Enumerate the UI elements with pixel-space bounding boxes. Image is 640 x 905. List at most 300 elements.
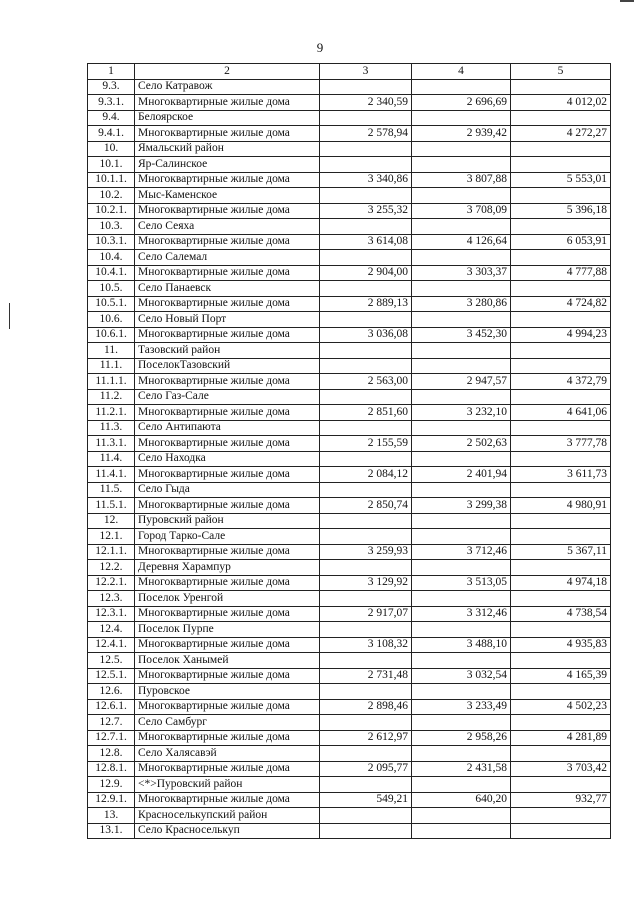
row-code: 10.1.1.: [88, 172, 135, 188]
row-name: Ямальский район: [135, 141, 320, 157]
row-value-col4: 3 233,49: [412, 699, 511, 715]
column-header-1: 1: [88, 64, 135, 80]
table-row: [88, 684, 611, 700]
row-value-col5: 5 367,11: [511, 544, 611, 560]
row-value-col3: 3 036,08: [320, 327, 412, 343]
row-value-col4: [412, 219, 511, 235]
row-value-col3: [320, 312, 412, 328]
row-value-col5: 4 372,79: [511, 374, 611, 390]
row-value-col5: [511, 79, 611, 95]
table-row: [88, 761, 611, 777]
row-value-col5: 5 396,18: [511, 203, 611, 219]
row-value-col3: 2 340,59: [320, 95, 412, 111]
row-code: 9.4.: [88, 110, 135, 126]
row-code: 11.3.1.: [88, 436, 135, 452]
row-name: Многоквартирные жилые дома: [135, 172, 320, 188]
row-code: 12.2.: [88, 560, 135, 576]
table-row: [88, 436, 611, 452]
row-value-col3: 2 578,94: [320, 126, 412, 142]
table-row: [88, 95, 611, 111]
row-value-col4: [412, 777, 511, 793]
row-value-col5: [511, 715, 611, 731]
row-code: 11.4.: [88, 451, 135, 467]
table-row: [88, 513, 611, 529]
row-value-col5: 4 974,18: [511, 575, 611, 591]
row-code: 12.4.1.: [88, 637, 135, 653]
table-row: [88, 250, 611, 266]
row-value-col3: [320, 110, 412, 126]
row-code: 11.1.: [88, 358, 135, 374]
row-value-col5: 4 012,02: [511, 95, 611, 111]
row-value-col3: [320, 482, 412, 498]
row-value-col4: [412, 389, 511, 405]
row-value-col3: [320, 684, 412, 700]
row-value-col3: [320, 777, 412, 793]
row-name: <*>Пуровский район: [135, 777, 320, 793]
row-value-col3: [320, 746, 412, 762]
row-value-col3: 3 340,86: [320, 172, 412, 188]
row-value-col4: 3 032,54: [412, 668, 511, 684]
row-value-col5: 4 724,82: [511, 296, 611, 312]
row-value-col5: [511, 823, 611, 839]
row-code: 12.3.1.: [88, 606, 135, 622]
table-row: [88, 730, 611, 746]
row-value-col4: 3 712,46: [412, 544, 511, 560]
table-row: [88, 172, 611, 188]
row-name: Село Халясавэй: [135, 746, 320, 762]
row-value-col5: [511, 684, 611, 700]
row-code: 12.6.1.: [88, 699, 135, 715]
table-row: [88, 219, 611, 235]
row-name: Многоквартирные жилые дома: [135, 95, 320, 111]
row-value-col5: [511, 622, 611, 638]
row-value-col3: [320, 513, 412, 529]
row-code: 11.2.: [88, 389, 135, 405]
scan-edge-mark-top: [620, 0, 634, 2]
row-value-col4: 2 431,58: [412, 761, 511, 777]
row-value-col4: [412, 622, 511, 638]
row-value-col4: [412, 343, 511, 359]
row-value-col5: [511, 389, 611, 405]
row-value-col5: [511, 529, 611, 545]
table-row: [88, 746, 611, 762]
row-value-col3: [320, 358, 412, 374]
row-name: Красноселькупский район: [135, 808, 320, 824]
row-code: 13.: [88, 808, 135, 824]
row-name: Село Катравож: [135, 79, 320, 95]
row-value-col5: 3 611,73: [511, 467, 611, 483]
row-name: Село Красноселькуп: [135, 823, 320, 839]
column-header-2: 2: [135, 64, 320, 80]
row-value-col4: 3 303,37: [412, 265, 511, 281]
row-value-col4: 3 280,86: [412, 296, 511, 312]
row-code: 10.2.1.: [88, 203, 135, 219]
row-value-col5: [511, 746, 611, 762]
row-name: Поселок Уренгой: [135, 591, 320, 607]
row-code: 10.3.1.: [88, 234, 135, 250]
table-row: [88, 110, 611, 126]
row-code: 12.: [88, 513, 135, 529]
row-value-col5: 4 935,83: [511, 637, 611, 653]
row-code: 11.1.1.: [88, 374, 135, 390]
row-value-col5: 4 641,06: [511, 405, 611, 421]
row-value-col3: [320, 188, 412, 204]
table-row: [88, 405, 611, 421]
row-value-col3: 549,21: [320, 792, 412, 808]
row-value-col3: [320, 219, 412, 235]
row-value-col4: [412, 715, 511, 731]
scan-edge-mark-left: [9, 303, 10, 329]
row-code: 10.6.1.: [88, 327, 135, 343]
row-value-col5: 3 703,42: [511, 761, 611, 777]
row-code: 10.: [88, 141, 135, 157]
table-row: [88, 715, 611, 731]
table-row: [88, 498, 611, 514]
row-value-col3: [320, 560, 412, 576]
row-name: Многоквартирные жилые дома: [135, 203, 320, 219]
row-code: 12.3.: [88, 591, 135, 607]
row-value-col4: [412, 250, 511, 266]
table-row: [88, 343, 611, 359]
row-value-col4: [412, 141, 511, 157]
page-number: 9: [316, 40, 324, 55]
row-value-col3: 3 129,92: [320, 575, 412, 591]
row-code: 9.3.1.: [88, 95, 135, 111]
row-value-col5: [511, 560, 611, 576]
row-value-col5: 4 281,89: [511, 730, 611, 746]
table-row: [88, 637, 611, 653]
row-code: 12.8.1.: [88, 761, 135, 777]
row-value-col5: [511, 482, 611, 498]
row-name: Многоквартирные жилые дома: [135, 544, 320, 560]
row-value-col5: [511, 250, 611, 266]
row-name: Многоквартирные жилые дома: [135, 405, 320, 421]
row-value-col5: 4 502,23: [511, 699, 611, 715]
table-row: [88, 653, 611, 669]
table-row: [88, 281, 611, 297]
row-code: 12.7.1.: [88, 730, 135, 746]
row-value-col4: [412, 281, 511, 297]
row-value-col3: [320, 420, 412, 436]
row-code: 10.2.: [88, 188, 135, 204]
row-value-col5: 5 553,01: [511, 172, 611, 188]
column-header-5: 5: [511, 64, 611, 80]
row-value-col3: 2 904,00: [320, 265, 412, 281]
row-name: Многоквартирные жилые дома: [135, 637, 320, 653]
row-value-col3: [320, 157, 412, 173]
row-name: Село Салемал: [135, 250, 320, 266]
row-value-col4: [412, 513, 511, 529]
row-value-col5: 4 980,91: [511, 498, 611, 514]
row-value-col4: 2 947,57: [412, 374, 511, 390]
row-value-col5: [511, 157, 611, 173]
table-row: [88, 622, 611, 638]
row-value-col3: [320, 343, 412, 359]
row-name: Пуровский район: [135, 513, 320, 529]
row-name: Село Антипаюта: [135, 420, 320, 436]
row-value-col4: 2 401,94: [412, 467, 511, 483]
row-code: 10.4.: [88, 250, 135, 266]
row-name: Мыс-Каменское: [135, 188, 320, 204]
row-code: 12.1.1.: [88, 544, 135, 560]
row-code: 12.7.: [88, 715, 135, 731]
row-name: Многоквартирные жилые дома: [135, 234, 320, 250]
row-code: 11.: [88, 343, 135, 359]
row-value-col4: [412, 823, 511, 839]
table-row: [88, 482, 611, 498]
row-code: 12.2.1.: [88, 575, 135, 591]
row-value-col5: 4 738,54: [511, 606, 611, 622]
row-code: 10.1.: [88, 157, 135, 173]
row-code: 12.8.: [88, 746, 135, 762]
row-value-col5: [511, 219, 611, 235]
row-value-col4: [412, 312, 511, 328]
table-row: [88, 374, 611, 390]
row-code: 11.5.1.: [88, 498, 135, 514]
table-row: [88, 79, 611, 95]
row-value-col5: [511, 110, 611, 126]
row-value-col3: 3 259,93: [320, 544, 412, 560]
row-name: Многоквартирные жилые дома: [135, 296, 320, 312]
table-row: [88, 389, 611, 405]
table-row: [88, 606, 611, 622]
row-value-col4: [412, 653, 511, 669]
row-code: 11.5.: [88, 482, 135, 498]
row-value-col4: [412, 420, 511, 436]
row-name: Село Находка: [135, 451, 320, 467]
row-value-col5: [511, 188, 611, 204]
row-value-col3: 2 095,77: [320, 761, 412, 777]
row-value-col5: [511, 343, 611, 359]
row-name: Многоквартирные жилые дома: [135, 792, 320, 808]
table-row: [88, 234, 611, 250]
row-value-col4: [412, 157, 511, 173]
row-value-col5: [511, 777, 611, 793]
row-value-col5: [511, 653, 611, 669]
row-value-col4: [412, 451, 511, 467]
table-row: [88, 560, 611, 576]
row-value-col5: 3 777,78: [511, 436, 611, 452]
row-value-col4: 2 696,69: [412, 95, 511, 111]
row-name: Многоквартирные жилые дома: [135, 374, 320, 390]
table-row: [88, 451, 611, 467]
row-code: 11.3.: [88, 420, 135, 436]
table-row: [88, 265, 611, 281]
row-value-col3: 2 155,59: [320, 436, 412, 452]
row-name: Село Новый Порт: [135, 312, 320, 328]
row-value-col5: 932,77: [511, 792, 611, 808]
table-row: [88, 529, 611, 545]
row-code: 10.6.: [88, 312, 135, 328]
row-value-col5: [511, 141, 611, 157]
row-name: Многоквартирные жилые дома: [135, 498, 320, 514]
table-row: [88, 188, 611, 204]
table-row: [88, 358, 611, 374]
row-name: Деревня Харампур: [135, 560, 320, 576]
row-code: 12.1.: [88, 529, 135, 545]
row-value-col4: 4 126,64: [412, 234, 511, 250]
row-value-col5: 4 777,88: [511, 265, 611, 281]
row-value-col3: 2 889,13: [320, 296, 412, 312]
row-name: Село Газ-Сале: [135, 389, 320, 405]
row-code: 9.3.: [88, 79, 135, 95]
row-value-col4: [412, 79, 511, 95]
row-value-col3: [320, 451, 412, 467]
row-value-col5: [511, 281, 611, 297]
row-name: Село Самбург: [135, 715, 320, 731]
table-row: [88, 203, 611, 219]
table-row: [88, 312, 611, 328]
row-value-col3: 2 731,48: [320, 668, 412, 684]
row-value-col4: [412, 560, 511, 576]
column-header-4: 4: [412, 64, 511, 80]
row-value-col3: 2 612,97: [320, 730, 412, 746]
row-value-col3: 2 563,00: [320, 374, 412, 390]
row-value-col3: [320, 823, 412, 839]
row-code: 13.1.: [88, 823, 135, 839]
row-value-col3: [320, 808, 412, 824]
row-name: Пуровское: [135, 684, 320, 700]
row-name: Многоквартирные жилые дома: [135, 467, 320, 483]
row-value-col4: 640,20: [412, 792, 511, 808]
row-code: 12.5.: [88, 653, 135, 669]
row-name: Белоярское: [135, 110, 320, 126]
table-row: [88, 141, 611, 157]
row-value-col4: [412, 110, 511, 126]
row-code: 10.4.1.: [88, 265, 135, 281]
table-row: [88, 668, 611, 684]
row-code: 12.9.1.: [88, 792, 135, 808]
row-name: Тазовский район: [135, 343, 320, 359]
row-code: 12.6.: [88, 684, 135, 700]
row-value-col5: [511, 358, 611, 374]
row-name: Поселок Пурпе: [135, 622, 320, 638]
row-name: ПоселокТазовский: [135, 358, 320, 374]
row-value-col4: 3 513,05: [412, 575, 511, 591]
row-value-col4: [412, 808, 511, 824]
row-value-col5: [511, 591, 611, 607]
row-value-col5: 6 053,91: [511, 234, 611, 250]
table-row: [88, 777, 611, 793]
row-code: 10.5.1.: [88, 296, 135, 312]
row-value-col4: 3 452,30: [412, 327, 511, 343]
row-code: 10.5.: [88, 281, 135, 297]
table-row: [88, 467, 611, 483]
row-code: 12.4.: [88, 622, 135, 638]
row-value-col3: 2 898,46: [320, 699, 412, 715]
row-name: Многоквартирные жилые дома: [135, 327, 320, 343]
row-name: Поселок Ханымей: [135, 653, 320, 669]
row-value-col5: 4 994,23: [511, 327, 611, 343]
row-value-col3: 3 108,32: [320, 637, 412, 653]
row-value-col5: [511, 513, 611, 529]
table-body: [88, 79, 611, 839]
row-value-col4: [412, 188, 511, 204]
row-value-col5: [511, 312, 611, 328]
row-value-col4: [412, 358, 511, 374]
row-name: Многоквартирные жилые дома: [135, 668, 320, 684]
row-value-col5: 4 165,39: [511, 668, 611, 684]
table-row: [88, 157, 611, 173]
row-name: Город Тарко-Сале: [135, 529, 320, 545]
row-name: Яр-Салинское: [135, 157, 320, 173]
row-value-col4: 3 708,09: [412, 203, 511, 219]
row-value-col4: 2 958,26: [412, 730, 511, 746]
tariff-table: [87, 63, 611, 839]
row-code: 10.3.: [88, 219, 135, 235]
row-value-col4: [412, 591, 511, 607]
table-row: [88, 808, 611, 824]
row-value-col3: [320, 281, 412, 297]
row-value-col5: [511, 451, 611, 467]
table-row: [88, 420, 611, 436]
row-value-col3: [320, 591, 412, 607]
row-code: 12.5.1.: [88, 668, 135, 684]
row-name: Многоквартирные жилые дома: [135, 761, 320, 777]
row-value-col3: [320, 141, 412, 157]
row-value-col5: 4 272,27: [511, 126, 611, 142]
table-row: [88, 823, 611, 839]
row-value-col3: 2 850,74: [320, 498, 412, 514]
row-value-col3: [320, 529, 412, 545]
row-name: Село Сеяха: [135, 219, 320, 235]
row-name: Многоквартирные жилые дома: [135, 730, 320, 746]
row-value-col4: [412, 684, 511, 700]
row-value-col3: [320, 653, 412, 669]
row-value-col4: 3 312,46: [412, 606, 511, 622]
table-header-row: [88, 64, 611, 80]
row-name: Многоквартирные жилые дома: [135, 575, 320, 591]
table-row: [88, 126, 611, 142]
row-value-col3: 2 084,12: [320, 467, 412, 483]
row-value-col5: [511, 420, 611, 436]
row-value-col4: 2 502,63: [412, 436, 511, 452]
row-value-col4: 2 939,42: [412, 126, 511, 142]
row-name: Село Гыда: [135, 482, 320, 498]
row-value-col3: [320, 389, 412, 405]
row-value-col4: 3 299,38: [412, 498, 511, 514]
row-code: 11.4.1.: [88, 467, 135, 483]
row-name: Многоквартирные жилые дома: [135, 606, 320, 622]
row-value-col3: [320, 250, 412, 266]
row-value-col3: [320, 715, 412, 731]
row-value-col4: [412, 746, 511, 762]
row-value-col3: 2 851,60: [320, 405, 412, 421]
row-value-col3: [320, 622, 412, 638]
table-row: [88, 591, 611, 607]
row-value-col4: [412, 482, 511, 498]
table-row: [88, 792, 611, 808]
row-value-col4: 3 807,88: [412, 172, 511, 188]
table-row: [88, 699, 611, 715]
table-row: [88, 296, 611, 312]
row-value-col3: 2 917,07: [320, 606, 412, 622]
row-value-col3: [320, 79, 412, 95]
table-row: [88, 544, 611, 560]
row-value-col3: 3 614,08: [320, 234, 412, 250]
row-value-col4: 3 488,10: [412, 637, 511, 653]
row-value-col5: [511, 808, 611, 824]
row-name: Многоквартирные жилые дома: [135, 126, 320, 142]
row-code: 9.4.1.: [88, 126, 135, 142]
table-row: [88, 575, 611, 591]
row-name: Многоквартирные жилые дома: [135, 265, 320, 281]
row-code: 11.2.1.: [88, 405, 135, 421]
column-header-3: 3: [320, 64, 412, 80]
row-name: Многоквартирные жилые дома: [135, 699, 320, 715]
row-name: Село Панаевск: [135, 281, 320, 297]
row-name: Многоквартирные жилые дома: [135, 436, 320, 452]
